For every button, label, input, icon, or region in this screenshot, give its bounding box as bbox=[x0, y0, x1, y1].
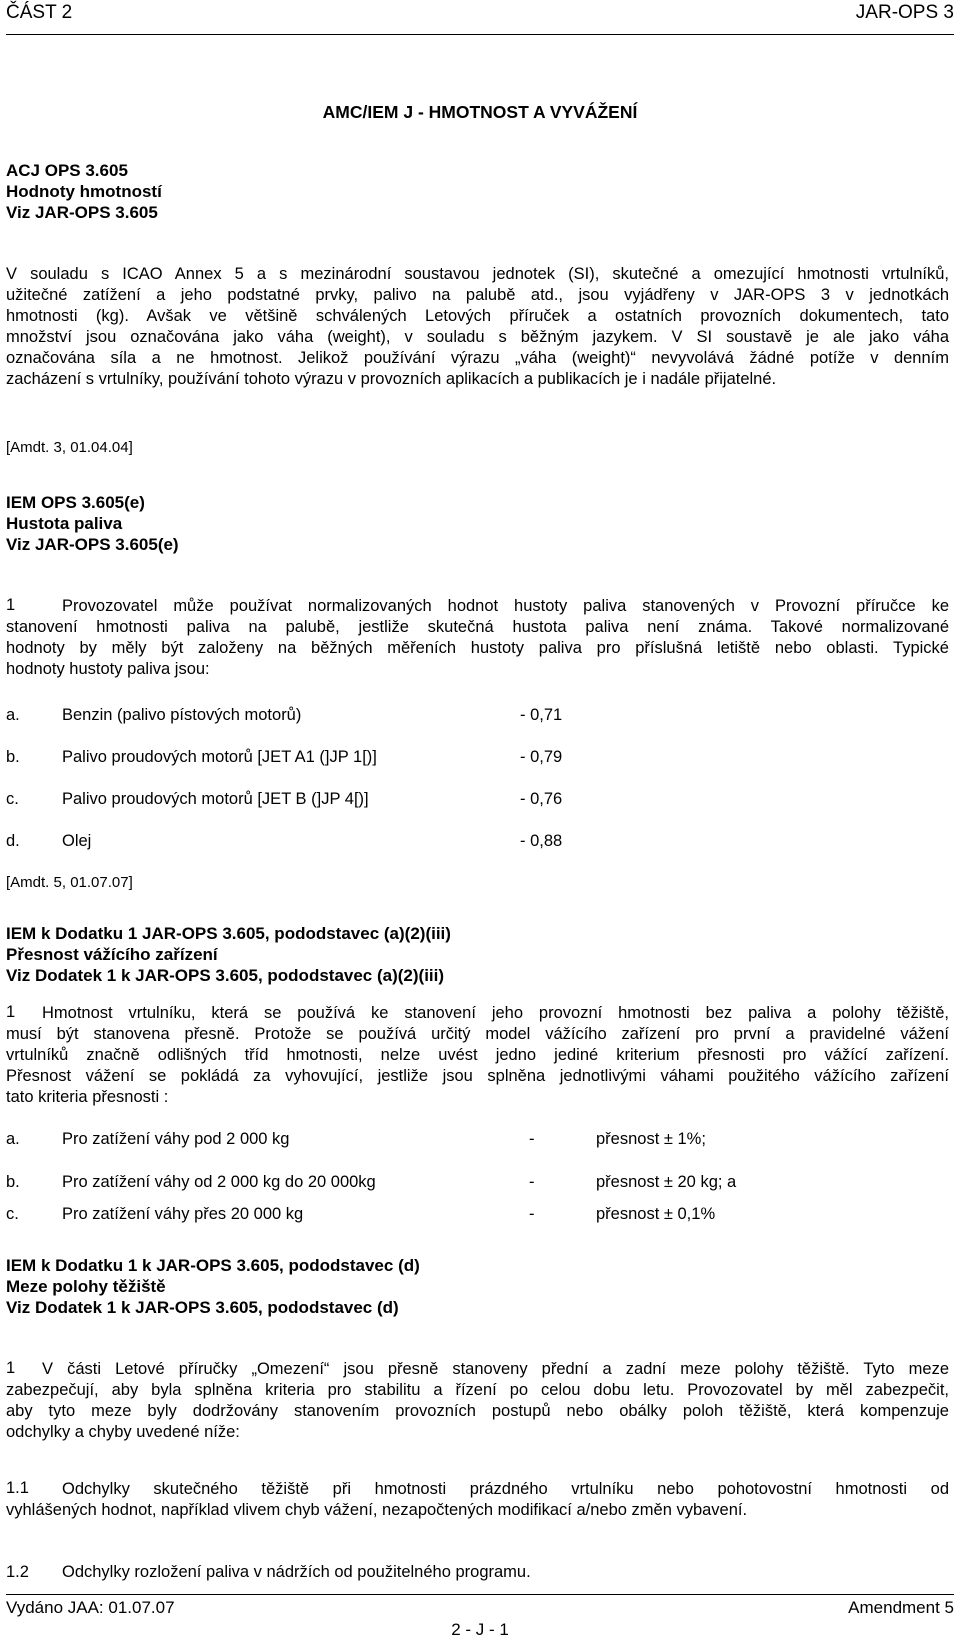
list-item-dash: - bbox=[529, 1130, 535, 1148]
page-title: AMC/IEM J - HMOTNOST A VYVÁŽENÍ bbox=[322, 102, 638, 122]
list-item-value: přesnost ± 0,1% bbox=[596, 1205, 716, 1223]
heading-line: Meze polohy těžiště bbox=[6, 1277, 166, 1296]
iem-weighing-accuracy-heading bbox=[6, 923, 949, 986]
paragraph-line: Provozovatel může používat normalizovaných hodnot hustoty paliva stanovených v Provozní příručce ke bbox=[62, 597, 949, 615]
header-doc-id: JAR-OPS 3 bbox=[855, 2, 954, 23]
list-item-dash: - bbox=[529, 1205, 535, 1223]
paragraph-line: tato kriteria přesnosti : bbox=[6, 1088, 169, 1106]
paragraph-line: označována síla a ne hmotnost. Jelikož používání výrazu „váha (weight)“ nevyvolává žádné potíže v denním bbox=[6, 349, 949, 367]
heading-line: Přesnost vážícího zařízení bbox=[6, 945, 218, 964]
paragraph-number: 1 bbox=[6, 1003, 16, 1021]
heading-line: Hustota paliva bbox=[6, 514, 123, 533]
paragraph-line: hmotnosti (kg). Avšak ve většině schválených Letových příruček a ostatních provozních dokumentech, tato bbox=[6, 307, 949, 325]
amendment-note: [Amdt. 5, 01.07.07] bbox=[6, 874, 133, 891]
footer-rule bbox=[6, 1594, 954, 1595]
paragraph-line: užitečné zatížení a jeho podstatné prvky, palivo na palubě atd., jsou vyjádřeny v JAR-OPS 3 v jednotkách bbox=[6, 286, 949, 304]
iem-cg-limits-heading bbox=[6, 1255, 949, 1318]
list-item-value: - 0,76 bbox=[520, 790, 563, 808]
paragraph-line: odchylky a chyby uvedené níže: bbox=[6, 1423, 240, 1441]
subparagraph-1-1 bbox=[6, 1479, 949, 1521]
paragraph-line: hodnoty by měly být založeny na běžných měřeních hustoty paliva pro příslušná letiště nebo oblasti. Typické bbox=[6, 639, 949, 657]
paragraph-line: V souladu s ICAO Annex 5 a s mezinárodní soustavou jednotek (SI), skutečné a omezující hmotnosti vrtulníků, bbox=[6, 265, 949, 283]
list-item-letter: c. bbox=[6, 1205, 19, 1223]
cg-limits-paragraph bbox=[6, 1359, 949, 1443]
iem-fuel-density-heading bbox=[6, 492, 949, 555]
list-item-dash: - bbox=[529, 1173, 535, 1191]
header-rule bbox=[6, 34, 954, 35]
list-item-letter: b. bbox=[6, 748, 20, 766]
list-item-letter: d. bbox=[6, 832, 20, 850]
list-item-text: Pro zatížení váhy od 2 000 kg do 20 000kg bbox=[62, 1173, 376, 1191]
subparagraph-number: 1.1 bbox=[6, 1479, 29, 1497]
paragraph-line: stanovení hmotnosti paliva na palubě, jestliže skutečná hustota paliva není známa. Takové normalizované bbox=[6, 618, 949, 636]
paragraph-number: 1 bbox=[6, 1359, 16, 1377]
amendment-note: [Amdt. 3, 01.04.04] bbox=[6, 439, 133, 456]
paragraph-line: aby tyto meze byly dodržovány stanovením provozních postupů nebo obálky poloh těžiště, která kompenzuje bbox=[6, 1402, 949, 1420]
acj-heading-line: Viz JAR-OPS 3.605 bbox=[6, 203, 158, 222]
footer-issued: Vydáno JAA: 01.07.07 bbox=[6, 1598, 175, 1617]
list-item-text: Benzin (palivo pístových motorů) bbox=[62, 706, 302, 724]
heading-line: IEM k Dodatku 1 JAR-OPS 3.605, pododstavec (a)(2)(iii) bbox=[6, 924, 451, 943]
acj-heading-line: Hodnoty hmotností bbox=[6, 182, 162, 201]
paragraph-line: V části Letové příručky „Omezení“ jsou přesně stanoveny přední a zadní meze polohy těžiště. Tyto meze bbox=[42, 1360, 949, 1378]
list-item-text: Pro zatížení váhy přes 20 000 kg bbox=[62, 1205, 304, 1223]
paragraph-line: musí být stanovena přesně. Protože se používá určitý model vážícího zařízení pro první a pravidelné vážení bbox=[6, 1025, 949, 1043]
paragraph-line: zacházení s vrtulníky, používání tohoto výrazu v provozních aplikacích a publikacích je i nadále přijatelné. bbox=[6, 370, 777, 388]
heading-line: IEM OPS 3.605(e) bbox=[6, 493, 145, 512]
list-item-value: přesnost ± 20 kg; a bbox=[596, 1173, 737, 1191]
paragraph-number: 1 bbox=[6, 596, 16, 614]
heading-line: Viz Dodatek 1 k JAR-OPS 3.605, pododstavec (a)(2)(iii) bbox=[6, 966, 445, 985]
heading-line: Viz JAR-OPS 3.605(e) bbox=[6, 535, 179, 554]
acj-heading bbox=[6, 160, 949, 223]
list-item-letter: a. bbox=[6, 1130, 20, 1148]
list-item-text: Olej bbox=[62, 832, 92, 850]
heading-line: Viz Dodatek 1 k JAR-OPS 3.605, pododstavec (d) bbox=[6, 1298, 399, 1317]
list-item-value: - 0,79 bbox=[520, 748, 563, 766]
paragraph-line: množství jsou označována jako váha (weight), v souladu s běžným jazykem. V SI soustavě je ale jako váha bbox=[6, 328, 949, 346]
paragraph-line: Přesnost vážení se pokládá za vyhovující, jestliže jsou splněna jednotlivými váhami použitého vážícího zařízení bbox=[6, 1067, 949, 1085]
acj-heading-line: ACJ OPS 3.605 bbox=[6, 161, 128, 180]
list-item-value: - 0,71 bbox=[520, 706, 563, 724]
fuel-density-paragraph bbox=[6, 596, 949, 680]
list-item-text: Palivo proudových motorů [JET A1 (]JP 1[)] bbox=[62, 748, 377, 766]
heading-line: IEM k Dodatku 1 k JAR-OPS 3.605, pododstavec (d) bbox=[6, 1256, 420, 1275]
subparagraph-1-2: Odchylky rozložení paliva v nádržích od použitelného programu. bbox=[62, 1563, 531, 1581]
subparagraph-number: 1.2 bbox=[6, 1563, 29, 1581]
page-number: 2 - J - 1 bbox=[451, 1620, 509, 1639]
paragraph-line: vyhlášených hodnot, například vlivem chyb vážení, nezapočtených modifikací a/nebo změn vybavení. bbox=[6, 1501, 748, 1519]
paragraph-line: vrtulníků značně odlišných tříd hmotnosti, nelze uvést jedno jediné kriterium přesnosti pro vážící zařízení. bbox=[6, 1046, 949, 1064]
list-item-letter: b. bbox=[6, 1173, 20, 1191]
paragraph-line: Hmotnost vrtulníku, která se používá ke stanovení jeho provozní hmotnosti bez paliva a polohy těžiště, bbox=[42, 1004, 949, 1022]
list-item-value: - 0,88 bbox=[520, 832, 563, 850]
list-item-value: přesnost ± 1%; bbox=[596, 1130, 706, 1148]
header-part: ČÁST 2 bbox=[6, 2, 73, 23]
list-item-letter: a. bbox=[6, 706, 20, 724]
list-item-letter: c. bbox=[6, 790, 19, 808]
acj-paragraph bbox=[6, 264, 949, 390]
weighing-accuracy-paragraph bbox=[6, 1003, 949, 1108]
footer-amendment: Amendment 5 bbox=[848, 1598, 954, 1617]
paragraph-line: hodnoty hustoty paliva jsou: bbox=[6, 660, 210, 678]
list-item-text: Palivo proudových motorů [JET B (]JP 4[)] bbox=[62, 790, 369, 808]
paragraph-line: zabezpečují, aby byla splněna kriteria pro stabilitu a řízení po celou dobu letu. Provozovatel by měl zabezpečit, bbox=[6, 1381, 949, 1399]
list-item-text: Pro zatížení váhy pod 2 000 kg bbox=[62, 1130, 290, 1148]
paragraph-line: Odchylky skutečného těžiště při hmotnosti prázdného vrtulníku nebo pohotovostní hmotnosti od bbox=[62, 1480, 949, 1498]
